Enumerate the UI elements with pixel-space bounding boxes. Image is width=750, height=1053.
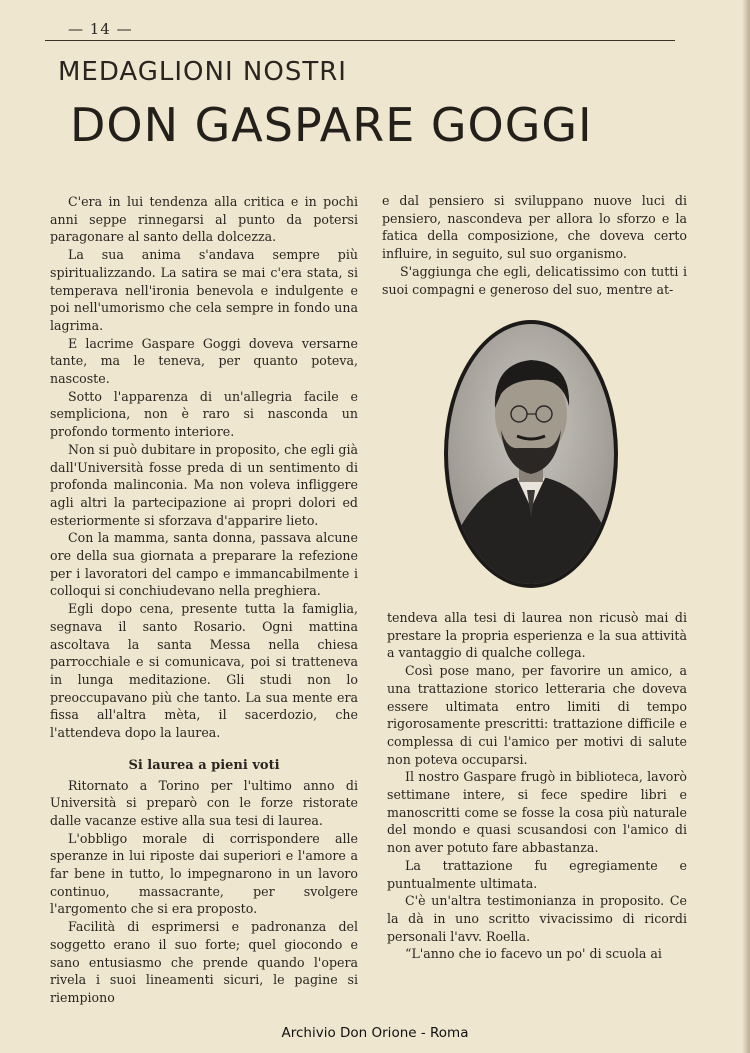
paragraph: La sua anima s'andava sempre più spiritualizzando. La satira se mai c'era stata, si temperava nell'ironia benevola e indulgente e poi nell'umorismo che cela sempre in fondo una lagrima. [50,247,358,333]
paragraph: Con la mamma, santa donna, passava alcune ore della sua giornata a preparare la refezione per i lavoratori del campo e immancabilmente i colloqui si conchiudevano nella preghiera. [50,530,358,599]
portrait-photo [443,318,619,590]
right-column-bottom [387,609,687,963]
section-heading: Si laurea a pieni voti [128,757,280,773]
page-edge-shadow [742,0,750,1053]
paragraph: Così pose mano, per favorire un amico, a una trattazione storico letteraria che doveva essere ultimata entro limiti di tempo rigorosamente prescritti: trattazione difficile e complessa di cui l'amico per motivi di salute non poteva occuparsi. [387,663,687,767]
paragraph: C'è un'altra testimonianza in proposito. Ce la dà in uno scritto vivacissimo di ricordi personali l'avv. Roella. [387,893,687,944]
article-title: DON GASPARE GOGGI [70,98,593,152]
series-kicker: MEDAGLIONI NOSTRI [58,57,347,87]
page-number: — 14 — [68,20,133,38]
paragraph: L'obbligo morale di corrispondere alle speranze in lui riposte dai superiori e l'amore a far bene in tutto, lo impegnarono in un lavoro continuo, massacrante, per svolgere l'argomento che si era proposto. [50,830,358,917]
paragraph: tendeva alla tesi di laurea non ricusò mai di prestare la propria esperienza e la sua attività a vantaggio di qualche collega. [387,610,687,661]
paragraph: S'aggiunga che egli, delicatissimo con tutti i suoi compagni e generoso del suo, mentre at- [382,263,687,297]
right-column-top [382,192,687,298]
paragraph: La trattazione fu egregiamente e puntualmente ultimata. [387,857,687,891]
paragraph: “L'anno che io facevo un po' di scuola ai [405,946,662,962]
paragraph: Sotto l'apparenza di un'allegria facile e sempliciona, non è raro si nasconda un profondo tormento interiore. [50,388,358,440]
paragraph: Il nostro Gaspare frugò in biblioteca, lavorò settimane intere, si fece spedire libri e manoscritti come se fosse la cosa più naturale del mondo e quasi scusandosi con l'amico di non aver potuto fare abbastanza. [387,769,687,856]
paragraph: E lacrime Gaspare Goggi doveva versarne tante, ma le teneva, per quanto poteva, nascoste. [50,335,358,387]
paragraph: Non si può dubitare in proposito, che egli già dall'Università fosse preda di un sentimento di profonda malinconia. Ma non voleva infliggere agli altri la partecipazione ai propri dolori ed esteriormente si sforzava d'apparire lieto. [50,441,358,528]
header-rule [45,40,675,41]
paragraph: Facilità di esprimersi e padronanza del soggetto erano il suo forte; quel giocondo e sano entusiasmo che prende quando l'opera rivela i suoi lineamenti sicuri, le pagine si riempiono [50,919,358,1005]
paragraph: Egli dopo cena, presente tutta la famiglia, segnava il santo Rosario. Ogni mattina ascoltava la santa Messa nella chiesa parrocchiale e si comunicava, poi si tratteneva in lunga meditazione. Gli studi non lo preoccupavano più che tanto. La sua mente era fissa all'altra mèta, il sacerdozio, che l'attendeva dopo la laurea. [50,601,358,741]
paragraph: e dal pensiero si sviluppano nuove luci di pensiero, nascondeva per allora lo sforzo e la fatica della composizione, che doveva certo influire, in seguito, sul suo organismo. [382,193,687,262]
paragraph: C'era in lui tendenza alla critica e in pochi anni seppe rinnegarsi al punto da potersi paragonare al santo della dolcezza. [50,194,358,245]
archive-footer: Archivio Don Orione - Roma [281,1025,469,1041]
paragraph: Ritornato a Torino per l'ultimo anno di Università si preparò con le forze ristorate dalle vacanze estive alla sua tesi di laurea. [50,777,358,828]
left-column [50,193,358,1007]
